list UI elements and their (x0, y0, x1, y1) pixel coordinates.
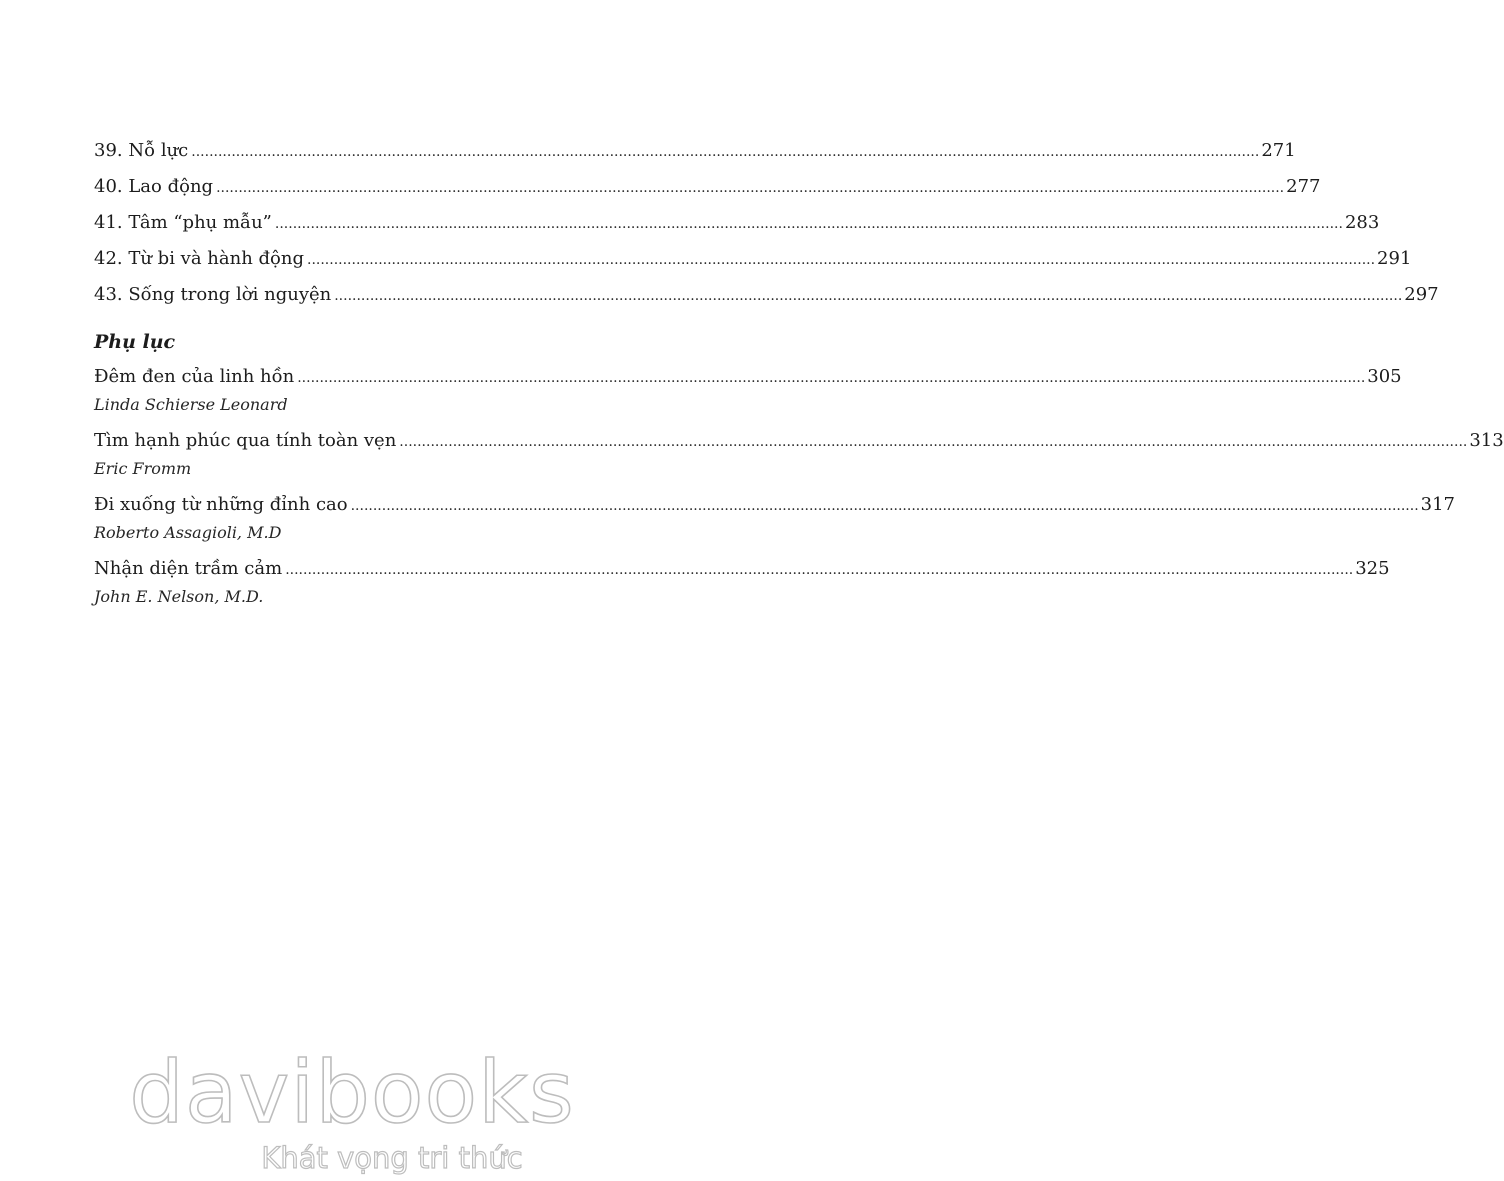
appendix-entry-row (94, 361, 1402, 393)
publisher-logo (129, 1040, 575, 1180)
appendix-heading: Phụ lục (94, 331, 176, 353)
dot-leader (297, 362, 1365, 394)
appendix-entry (94, 425, 1504, 485)
toc-chapter-40 (94, 169, 1321, 205)
dot-leader (285, 554, 1353, 586)
chapter-title: 42. Từ bi và hành động (94, 248, 304, 269)
dot-leader (334, 278, 1402, 314)
table-of-contents (94, 133, 1504, 613)
dot-leader (399, 426, 1467, 458)
appendix-entry-author: Linda Schierse Leonard (94, 395, 288, 414)
appendix-entry (94, 361, 1402, 421)
toc-chapter-42 (94, 241, 1412, 277)
appendix-entry-author: Roberto Assagioli, M.D (94, 523, 282, 542)
appendix-entry-row (94, 553, 1390, 585)
appendix-entry (94, 553, 1390, 613)
appendix-entry-title: Tìm hạnh phúc qua tính toàn vẹn (94, 430, 397, 451)
appendix-entry-title: Nhận diện trầm cảm (94, 558, 283, 579)
appendix-entry-page-number: 325 (1355, 558, 1390, 579)
toc-chapter-39 (94, 133, 1296, 169)
appendix-entry-title: Đi xuống từ những đỉnh cao (94, 494, 348, 515)
brand-tagline: Khát vọng tri thức (261, 1141, 523, 1175)
appendix-entry-row (94, 489, 1456, 521)
dot-leader (275, 206, 1343, 242)
appendix-entry-page-number: 305 (1367, 366, 1402, 387)
toc-chapter-43 (94, 277, 1439, 313)
chapter-title: 43. Sống trong lời nguyện (94, 284, 332, 305)
dot-leader (351, 490, 1419, 522)
chapter-page-number: 297 (1404, 284, 1439, 305)
appendix-entry-page-number: 313 (1469, 430, 1504, 451)
chapter-page-number: 291 (1377, 248, 1412, 269)
appendix-entry-author: John E. Nelson, M.D. (94, 587, 264, 606)
publisher-watermark (129, 1040, 575, 1180)
chapter-title: 41. Tâm “phụ mẫu” (94, 212, 272, 233)
chapter-page-number: 271 (1261, 140, 1296, 161)
appendix-entry (94, 489, 1456, 549)
dot-leader (191, 134, 1259, 170)
chapter-title: 39. Nỗ lực (94, 140, 189, 161)
appendix-entry-row (94, 425, 1504, 457)
toc-chapter-41 (94, 205, 1380, 241)
appendix-entry-page-number: 317 (1420, 494, 1456, 515)
chapter-page-number: 277 (1286, 176, 1321, 197)
brand-wordmark: davibooks (129, 1043, 575, 1143)
dot-leader (216, 170, 1284, 206)
chapter-title: 40. Lao động (94, 176, 214, 197)
chapter-page-number: 283 (1344, 212, 1380, 233)
dot-leader (307, 242, 1375, 278)
appendix-entry-title: Đêm đen của linh hồn (94, 366, 295, 387)
appendix-entry-author: Eric Fromm (94, 459, 192, 478)
